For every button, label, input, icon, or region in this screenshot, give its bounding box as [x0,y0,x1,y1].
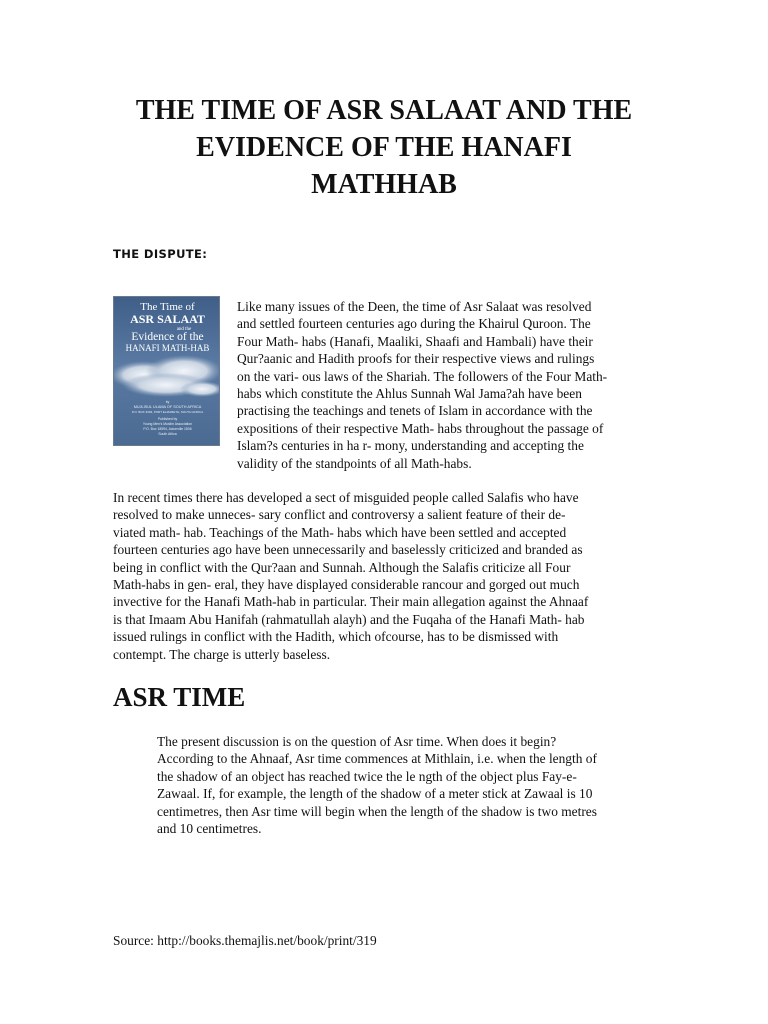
paragraph-line: validity of the standpoints of all Math-habs. [237,455,472,471]
paragraph-line: contempt. The charge is utterly baseless. [113,646,331,662]
paragraph-line: Zawaal. If, for example, the length of the shadow of a meter stick at Zawaal is 10 [157,786,593,802]
asr-time-heading: ASR TIME [113,682,246,712]
cover-fine-print: Published by [157,417,178,421]
book-cover-illustration [114,297,220,446]
paragraph-line: is that Imaam Abu Hanifah (rahmatullah alayh) and the Fuqaha of the Hanafi Math- hab [113,611,585,627]
cover-title-line: ASR SALAAT [130,312,205,326]
cover-title-line: and the [176,327,192,332]
cover-fine-print: Young Men's Muslim Association [142,422,193,426]
cover-fine-print: MUJLISUL ULAMA OF SOUTH AFRICA [133,405,202,409]
paragraph-line: fourteen centuries ago have been unnecessarily and baselessly criticized and branded as [113,542,583,558]
paragraph-line: being in conflict with the Qur?aan and Sunnah. Although the Salafis criticize all Four [113,559,571,575]
paragraph-line: and 10 centimetres. [157,821,262,837]
paragraph-line: centimetres, then Asr time will begin when the length of the shadow is two metres [157,803,597,819]
cover-fine-print: by [165,400,170,404]
dispute-heading: THE DISPUTE: [113,247,208,261]
paragraph-line: and settled fourteen centuries ago during the Khairul Quroon. The [237,316,591,332]
recent-times-paragraph [113,489,643,663]
paragraph-line: invective for the Hanafi Math-hab in particular. Their main allegation against the Ahnaaf [113,594,589,610]
paragraph-line: practising the teachings and tenets of Islam in accordance with the [237,403,593,419]
paragraph-line: expositions of their respective Math- habs throughout the passage of [237,420,604,436]
paragraph-line: Four Math- habs (Hanafi, Maaliki, Shaafi and Hambali) have their [237,333,593,349]
title-line: MATHHAB [311,169,457,200]
paragraph-line: on the vari- ous laws of the Shariah. The followers of the Four Math- [237,368,608,384]
title-line: EVIDENCE OF THE HANAFI [196,132,572,163]
paragraph-line: Like many issues of the Deen, the time of Asr Salaat was resolved [237,299,592,314]
document-title [100,92,668,203]
cover-fine-print: South Africa [158,432,177,436]
paragraph-line: Qur?aanic and Hadith proofs for their respective views and rulings [237,351,595,367]
paragraph-line: issued rulings in conflict with the Hadith, which ofcourse, has to be dismissed with [113,629,559,645]
paragraph-line: Islam?s centuries in ha r- mony, understanding and accepting the [237,438,584,454]
cover-fine-print: P.O. BOX 3393, PORT ELIZABETH, SOUTH AFRICA [131,410,204,414]
cover-fine-print: P.O. Box 18594, Actonville 1506 [143,427,192,431]
paragraph-line: According to the Ahnaaf, Asr time commences at Mithlain, i.e. when the length of [157,751,597,767]
source-citation: Source: http://books.themajlis.net/book/print/319 [113,933,377,948]
paragraph-line: habs which constitute the Ahlus Sunnah Wal Jama?ah have been [237,386,582,402]
intro-paragraph [237,298,632,472]
paragraph-line: Math-habs in gen- eral, they have displayed considerable rancour and gorged out much [113,577,580,593]
asr-time-paragraph [157,733,661,837]
paragraph-line: the shadow of an object has reached twice the le ngth of the object plus Fay-e- [157,768,577,784]
cover-title-line: HANAFI MATH-HAB [125,343,210,353]
cover-title-line: Evidence of the [131,331,204,343]
paragraph-line: resolved to make unneces- sary conflict and controversy a salient feature of their de- [113,507,566,523]
cover-title-line: The Time of [140,301,195,313]
paragraph-line: The present discussion is on the question of Asr time. When does it begin? [157,734,557,749]
paragraph-line: In recent times there has developed a sect of misguided people called Salafis who have [113,490,579,505]
paragraph-line: viated math- hab. Teachings of the Math- habs which have been settled and accepted [113,524,567,540]
book-cover-image [113,296,220,446]
title-line: THE TIME OF ASR SALAAT AND THE [135,95,633,126]
